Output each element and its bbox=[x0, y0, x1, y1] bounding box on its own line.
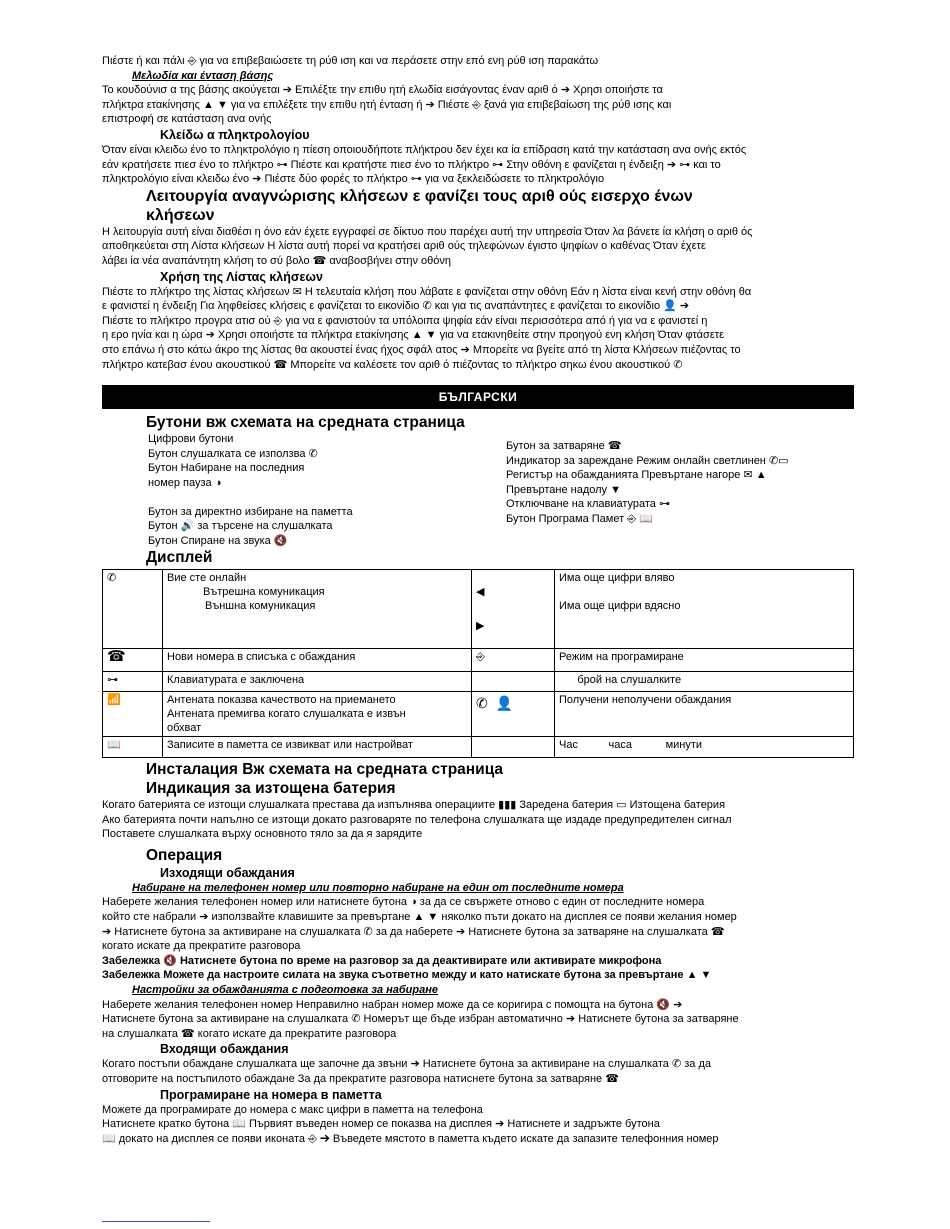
greek-caller-id-line: λάβει ία νέα αναπάντητη κλήση το σύ βολο ☎ αναβοσβήνει στην οθόνη bbox=[102, 254, 451, 267]
language-banner: БЪЛГАРСКИ bbox=[102, 385, 854, 409]
button-desc: Бутон слушалката се използва ✆ bbox=[148, 447, 318, 460]
antenna-icon: 📶 bbox=[103, 692, 163, 737]
button-desc: Цифрови бутони bbox=[148, 433, 234, 446]
empty-cell bbox=[472, 737, 555, 758]
battery-line: Когато батерията се изтощи слушалката престава да изпълнява операциите ▮▮▮ Заредена батерия ▭ Изтощена батерия bbox=[102, 799, 726, 812]
display-desc: Режим на програмиране bbox=[555, 649, 854, 672]
display-desc: Външна комуникация bbox=[205, 600, 316, 613]
button-desc: Бутон Спиране на звука 🔇 bbox=[148, 534, 288, 547]
phonebook-icon: 📖 bbox=[103, 737, 163, 758]
button-desc: номер пауза ◑ bbox=[148, 476, 222, 489]
operation-heading: Операция bbox=[146, 846, 223, 864]
greek-melody-line: πλήκτρα ετακίνησης ▲ ▼ για να επιλέξετε την επιθυ ητή ένταση ή ➔ Πιέστε ⎆ ξανά για επιβεβαίωση της ρύθ ισης και bbox=[102, 98, 672, 111]
button-desc: Бутон 🔊 за търсене на слушалката bbox=[148, 520, 333, 533]
display-desc: Антената премигва когато слушалката е извън bbox=[167, 708, 406, 721]
prep-line: Наберете желания телефонен номер Неправилно набран номер може да се коригира с помощта на бутона 🔇 ➔ bbox=[102, 998, 683, 1011]
display-desc: Нови номера в списъка с обаждания bbox=[163, 649, 472, 672]
greek-call-list-line: πλήκτρο κατεβασ ένου ακουστικού ☎ Μπορείτε να καλέσετε τον αριθ ό πιέζοντας το πλήκτρο σηκω ένου ακουστικού ✆ bbox=[102, 358, 683, 371]
dial-line: ➔ Натиснете бутона за активиране на слушалката ✆ за да наберете ➔ Натиснете бутона за затваряне на слушалката ☎ bbox=[102, 925, 725, 938]
table-row bbox=[103, 570, 854, 649]
display-desc: Има още цифри вдясно bbox=[559, 600, 681, 613]
dial-line: когато искате да прекратите разговора bbox=[102, 940, 301, 953]
greek-melody-line: επιστροφή σε κατάσταση ανα ονής bbox=[102, 113, 272, 126]
greek-call-list-line: Πιέστε το πλήκτρο της λίστας κλήσεων ✉ Η τελευταία κλήση που λάβατε ε φανίζεται στην οθόνη Εάν η λίστα είναι κενή στην οθόνη θα bbox=[102, 285, 752, 298]
memory-line: Можете да програмирате до номера с макс цифри в паметта на телефона bbox=[102, 1103, 483, 1116]
battery-line: Поставете слушалката върху основното тяло за да я зарядите bbox=[102, 828, 423, 841]
table-row bbox=[103, 649, 854, 672]
greek-call-list-line: Πιέστε το πλήκτρο προγρα ατισ ού ⎆ για να ε φανιστούν τα υπόλοιπα ψηφία εάν είναι περισσότερα από ή για να ε φανιστεί η bbox=[102, 314, 708, 327]
dial-subheading: Набиране на телефонен номер или повторно набиране на един от последните номера bbox=[132, 881, 624, 894]
handset-icon: ✆ bbox=[103, 570, 163, 649]
note-line: Забележка Можете да настроите силата на звука съответно между и като натискате бутона за превъртане ▲ ▼ bbox=[102, 969, 712, 982]
greek-intro-line: Πιέστε ή και πάλι ⎆ για να επιβεβαιώσετε τη ρύθ ιση και να περάσετε στην επό ενη ρύθ ιση παρακάτω bbox=[102, 55, 599, 67]
buttons-right-column bbox=[506, 439, 856, 526]
greek-keypad-line: πληκτρολόγιο είναι κλειδω ένο ➔ Πιέστε δύο φορές το πλήκτρο ⊶ για να ξεκλειδώσετε το πληκτρολόγιο bbox=[102, 173, 605, 186]
greek-call-list-line: η ερο ηνία και η ώρα ➔ Χρησι οποιήστε τα πλήκτρα ετακίνησης ▲ ▼ για να ετακινηθείτε στην προηγού ενη κλήση Όταν φτάσετε bbox=[102, 329, 724, 342]
incoming-line: отговорите на постъпилото обаждане За да прекратите разговора натиснете бутона за затваряне ☎ bbox=[102, 1073, 619, 1085]
display-desc-spacer bbox=[559, 585, 849, 599]
phone-icon: ☎ bbox=[103, 649, 163, 672]
button-desc: Бутон Програма Памет ⎆ 📖 bbox=[506, 512, 653, 525]
memory-heading: Програмиране на номера в паметта bbox=[160, 1087, 382, 1102]
arrow-left-icon: ◀ bbox=[476, 586, 485, 599]
outgoing-heading: Изходящи обаждания bbox=[160, 865, 295, 880]
greek-caller-id-line: Η λειτουργία αυτή είναι διαθέσι η όνο εάν έχετε εγγραφεί σε δίκτυο που παρέχει αυτή την υπηρεσία Όταν λα βάνετε ία κλήση ο αριθ ός bbox=[102, 225, 753, 238]
manual-page bbox=[102, 54, 854, 1146]
button-desc: Бутон за затваряне ☎ bbox=[506, 440, 622, 453]
received-missed-icons: ✆ 👤 bbox=[472, 692, 555, 737]
button-desc: Бутон за директно избиране на паметта bbox=[148, 505, 353, 518]
buttons-left-column bbox=[148, 432, 468, 548]
program-icon: ⎆ bbox=[472, 649, 555, 672]
display-desc: обхват bbox=[167, 722, 202, 735]
button-desc: Превъртане надолу ▼ bbox=[506, 483, 622, 496]
battery-heading: Индикация за изтощена батерия bbox=[146, 780, 396, 798]
greek-keypad-line: Όταν είναι κλειδω ένο το πληκτρολόγιο η πίεση οποιουδήποτε πλήκτρου δεν έχει κα ία επίδραση κατά την κατάσταση ανα ονής εκτός bbox=[102, 143, 747, 156]
display-heading: Дисплей bbox=[146, 549, 213, 567]
button-desc: Бутон Набиране на последния bbox=[148, 462, 305, 475]
display-desc: Вътрешна комуникация bbox=[203, 586, 325, 599]
prep-subheading: Настройки за обажданията с подготовка за набиране bbox=[132, 984, 439, 997]
greek-caller-id-heading: Λειτουργία αναγνώρισης κλήσεων ε φανίζει τους αριθ ούς εισερχο ένων bbox=[146, 187, 693, 205]
button-desc: Индикатор за зареждане Режим онлайн светлинен ✆▭ bbox=[506, 454, 789, 467]
buttons-columns bbox=[102, 432, 854, 548]
greek-caller-id-heading-cont: κλήσεων bbox=[146, 206, 215, 224]
memory-line: Натиснете кратко бутона 📖 Първият въведен номер се показва на дисплея ➔ Натиснете и задръжте бутона bbox=[102, 1118, 660, 1131]
display-desc: Получени неполучени обаждания bbox=[555, 692, 854, 737]
display-desc: Клавиатурата е заключена bbox=[163, 672, 472, 692]
display-desc: Има още цифри вляво bbox=[559, 572, 675, 585]
display-desc: брой на слушалките bbox=[555, 672, 854, 692]
display-desc: Антената показва качеството на приемането bbox=[167, 694, 396, 707]
button-desc-spacer bbox=[148, 490, 468, 505]
button-desc: Отключване на клавиатурата ⊶ bbox=[506, 498, 670, 511]
greek-call-list-line: ε φανιστεί η ένδειξη Για ληφθείσες κλήσεις ε φανίζεται το εικονίδιο ✆ και για τις αναπάντητες ε φανίζεται το εικονίδιο 👤 ➔ bbox=[102, 300, 690, 313]
prep-line: Натиснете бутона за активиране на слушалката ✆ Номерът ще бъде избран автоматично ➔ Натиснете бутона за затваряне bbox=[102, 1013, 739, 1026]
battery-line: Ако батерията почти напълно се изтощи докато разговаряте по телефона слушалката ще издаде предупредителен сигнал bbox=[102, 813, 732, 826]
table-row bbox=[103, 737, 854, 758]
note-line: Забележка 🔇 Натиснете бутона по време на разговор за да деактивирате или активирате микрофона bbox=[102, 954, 662, 967]
footnote-rule bbox=[102, 1221, 210, 1222]
prep-line: на слушалката ☎ когато искате да прекратите разговора bbox=[102, 1027, 397, 1040]
dial-line: който сте набрали ➔ използвайте клавишите за превъртане ▲ ▼ няколко пъти докато на дисплея се появи желания номер bbox=[102, 911, 737, 924]
greek-keypad-line: εάν κρατήσετε πιεσ ένο το πλήκτρο ⊶ Πιέστε και κρατήστε πιεσ ένο το πλήκτρο ⊶ Στην οθόνη ε φανίζεται η ένδειξη ➔ ⊶ και το bbox=[102, 158, 721, 171]
memory-line: 📖 докато на дисплея се появи иконата ⎆ ➔ Въведете мястото в паметта където искате да запазите телефонния номер bbox=[102, 1132, 719, 1145]
display-desc: Час часа минути bbox=[555, 737, 854, 758]
greek-melody-line: Το κουδούνισ α της βάσης ακούγεται ➔ Επιλέξτε την επιθυ ητή ελωδία εισάγοντας έναν αριθ ό ➔ Χρησι οποιήστε τα bbox=[102, 84, 663, 97]
table-row bbox=[103, 692, 854, 737]
display-desc: Вие сте онлайн bbox=[167, 572, 247, 585]
greek-keypad-lock-heading: Κλείδω α πληκτρολογίου bbox=[160, 127, 310, 142]
button-desc: Регистър на обажданията Превъртане нагоре ✉ ▲ bbox=[506, 469, 767, 482]
display-icon-table bbox=[102, 569, 854, 758]
arrow-right-icon: ▶ bbox=[476, 620, 485, 633]
greek-caller-id-line: αποθηκεύεται στη Λίστα κλήσεων Η λίστα αυτή πορεί να κρατήσει αριθ ούς τηλεφώνων έγιστο ψηφίων ο καθένας Όταν έχετε bbox=[102, 240, 706, 253]
incoming-line: Когато постъпи обаждане слушалката ще започне да звъни ➔ Натиснете бутона за активиране на слушалката ✆ за да bbox=[102, 1058, 711, 1071]
table-row bbox=[103, 672, 854, 692]
empty-cell bbox=[472, 672, 555, 692]
install-heading: Инсталация Вж схемата на средната страница bbox=[146, 761, 504, 779]
display-desc: Записите в паметта се извикват или настройват bbox=[163, 737, 472, 758]
buttons-heading: Бутони вж схемата на средната страница bbox=[146, 414, 465, 432]
key-icon: ⊶ bbox=[103, 672, 163, 692]
incoming-heading: Входящи обаждания bbox=[160, 1042, 289, 1057]
greek-call-list-line: στο επάνω ή στο κάτω άκρο της λίστας θα ακουστεί ένας ήχος σφάλ ατος ➔ Μπορείτε να βγείτε από τη λίστα Κλήσεων πιέζοντας το bbox=[102, 343, 741, 356]
greek-call-list-heading: Χρήση της Λίστας κλήσεων bbox=[160, 269, 323, 284]
dial-line: Наберете желания телефонен номер или натиснете бутона ◑ за да се свържете отново с един от последните номера bbox=[102, 896, 705, 909]
greek-melody-heading: Μελωδία και ένταση βάσης bbox=[132, 69, 274, 82]
